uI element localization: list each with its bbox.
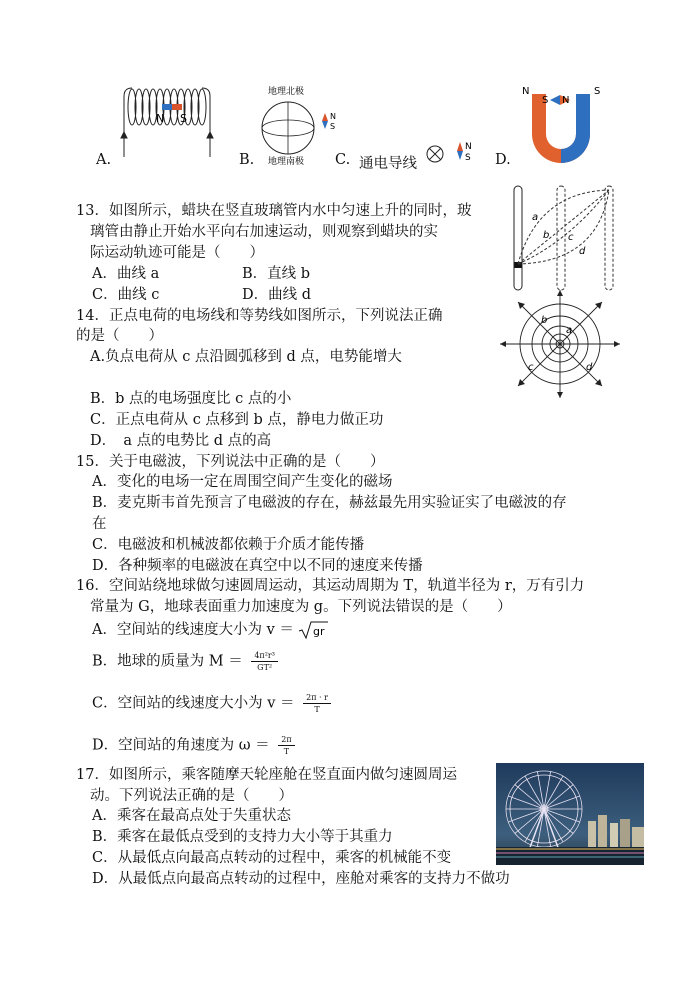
sqrt-symbol	[298, 620, 328, 640]
svg-text:a: a	[566, 325, 573, 336]
point-charge-field-figure	[498, 288, 622, 400]
q16-option-c-text: C．空间站的线速度大小为 v ＝	[92, 695, 295, 712]
q15-option-b-line-2: 在	[92, 516, 107, 532]
q14-option-b[interactable]: B．b 点的电场强度比 c 点的小	[90, 391, 292, 407]
q14-option-a[interactable]: A.负点电荷从 c 点沿圆弧移到 d 点，电势能增大	[90, 349, 402, 365]
svg-text:N: N	[562, 95, 570, 106]
q15-option-a[interactable]: A．变化的电场一定在周围空间产生变化的磁场	[92, 474, 393, 490]
svg-text:b: b	[541, 315, 548, 326]
svg-text:S: S	[330, 122, 336, 131]
q15-option-b-line-1[interactable]: B．麦克斯韦首先预言了电磁波的存在，赫兹最先用实验证实了电磁波的存	[92, 495, 567, 511]
q14-stem-line-1: 14．正点电荷的电场线和等势线如图所示，下列说法正确	[76, 308, 443, 324]
q12-option-b[interactable]: B.	[239, 152, 255, 168]
q13-option-a[interactable]: A．曲线 a	[92, 266, 160, 282]
q16-option-b-text: B．地球的质量为 M ＝	[92, 653, 243, 670]
svg-text:b: b	[543, 230, 550, 241]
q13-stem-line-2: 璃管由静止开始水平向右加速运动，则观察到蜡块的实	[90, 224, 438, 240]
svg-text:gr: gr	[312, 625, 325, 638]
q16-option-b[interactable]	[92, 650, 278, 673]
svg-text:d: d	[579, 246, 586, 257]
q17-option-d[interactable]: D．从最低点向最高点转动的过程中，座舱对乘客的支持力不做功	[92, 871, 510, 887]
q16-option-a[interactable]	[92, 620, 328, 640]
ferris-wheel-photo	[496, 763, 644, 865]
svg-text:c: c	[568, 232, 574, 243]
solenoid-figure	[118, 82, 218, 164]
q15-stem: 15．关于电磁波，下列说法中正确的是（ ）	[76, 454, 385, 470]
q17-stem-line-2: 动。下列说法正确的是（ ）	[90, 788, 293, 804]
q12-option-a[interactable]: A.	[96, 152, 112, 168]
fraction: $\frac{2\pi \cdot r}{T}$	[303, 692, 331, 715]
glass-tube-figure	[508, 182, 620, 294]
svg-text:地理北极: 地理北极	[268, 87, 305, 97]
q14-option-d[interactable]: D． a 点的电势比 d 点的高	[90, 433, 272, 449]
svg-text:a: a	[532, 212, 539, 223]
q16-option-d[interactable]	[92, 734, 295, 757]
q12-option-c[interactable]: C.	[335, 152, 351, 168]
q16-option-c[interactable]	[92, 692, 331, 715]
q17-option-b[interactable]: B．乘客在最低点受到的支持力大小等于其重力	[92, 829, 393, 845]
earth-figure	[256, 84, 340, 170]
svg-text:c: c	[528, 362, 534, 373]
q13-option-d[interactable]: D．曲线 d	[242, 287, 312, 303]
svg-text:N: N	[522, 86, 530, 97]
q17-option-c[interactable]: C．从最低点向最高点转动的过程中，乘客的机械能不变	[92, 850, 452, 866]
q15-option-c[interactable]: C．电磁波和机械波都依赖于介质才能传播	[92, 537, 365, 553]
svg-text:N: N	[330, 112, 336, 121]
svg-text:S: S	[180, 112, 187, 125]
fraction: $\frac{\text{4π²r³}}{\text{GT²}}$	[251, 650, 278, 673]
q16-stem-line-1: 16．空间站绕地球做匀速圆周运动，其运动周期为 T，轨道半径为 r，万有引力	[76, 578, 585, 594]
q12-option-c-text: 通电导线	[359, 156, 417, 172]
u-magnet-figure	[514, 82, 606, 168]
q13-stem-line-1: 13．如图所示，蜡块在竖直玻璃管内水中匀速上升的同时，玻	[76, 203, 472, 219]
svg-text:S: S	[465, 153, 471, 163]
svg-text:S: S	[594, 86, 601, 97]
q13-option-b[interactable]: B．直线 b	[242, 266, 311, 282]
q17-stem-line-1: 17．如图所示，乘客随摩天轮座舱在竖直面内做匀速圆周运	[76, 767, 457, 783]
svg-text:N: N	[156, 112, 165, 125]
q16-option-a-text: A．空间站的线速度大小为 v ＝	[92, 622, 294, 638]
q13-stem-line-3: 际运动轨迹可能是（ ）	[90, 245, 264, 261]
q13-option-c[interactable]: C．曲线 c	[92, 287, 160, 303]
wire-into-page-figure	[424, 138, 480, 172]
svg-text:d: d	[586, 362, 593, 373]
q17-option-a[interactable]: A．乘客在最高点处于失重状态	[92, 808, 291, 824]
q14-stem-line-2: 的是（ ）	[76, 328, 163, 344]
svg-text:N: N	[465, 142, 472, 152]
fraction: $\frac{2\pi}{T}$	[278, 734, 294, 757]
svg-text:S: S	[542, 95, 549, 106]
q12-option-d[interactable]: D.	[495, 152, 511, 168]
svg-text:地理南极: 地理南极	[268, 157, 305, 167]
q16-stem-line-2: 常量为 G，地球表面重力加速度为 g。下列说法错误的是（ ）	[90, 599, 512, 615]
q15-option-d[interactable]: D．各种频率的电磁波在真空中以不同的速度来传播	[92, 558, 423, 574]
q16-option-d-text: D．空间站的角速度为 ω ＝	[92, 737, 270, 754]
q14-option-c[interactable]: C．正点电荷从 c 点移到 b 点，静电力做正功	[90, 412, 384, 428]
